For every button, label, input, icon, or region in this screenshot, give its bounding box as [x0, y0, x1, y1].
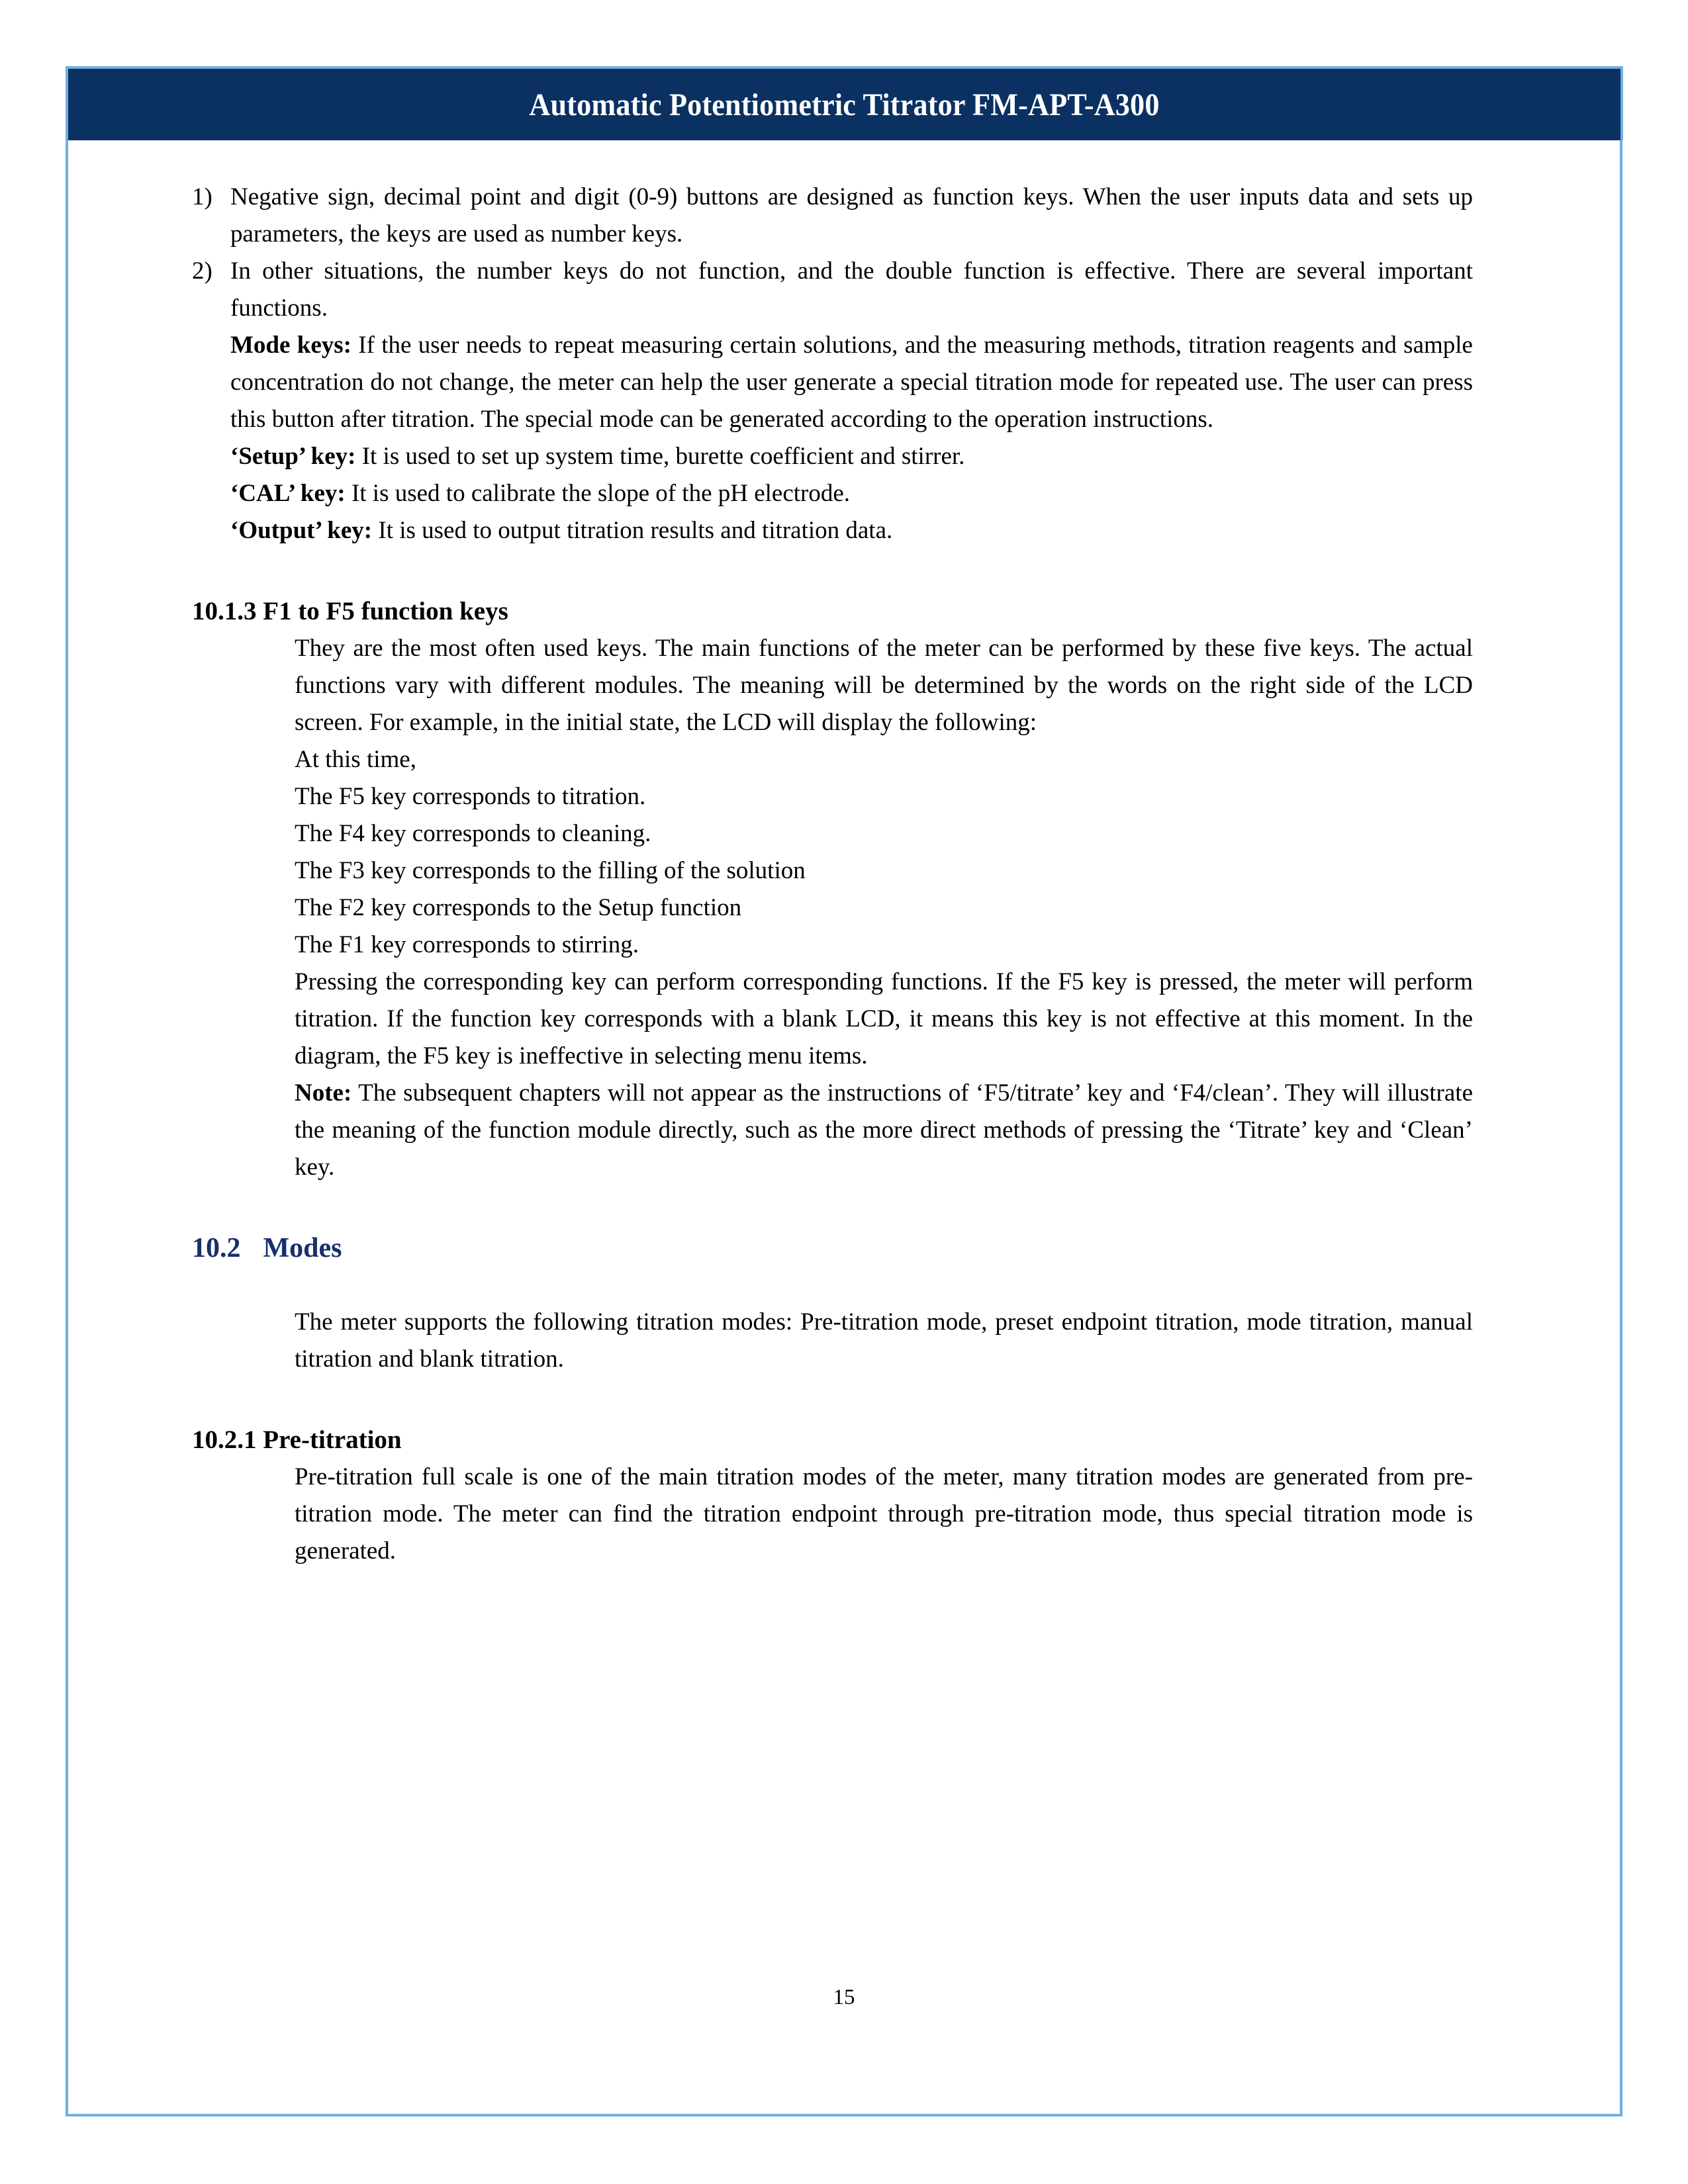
note-label: Note: [295, 1079, 352, 1107]
list-item [192, 179, 1473, 253]
document-header-band [66, 66, 1623, 140]
list-marker-2: 2) [192, 257, 212, 285]
key-description-setup [230, 438, 1473, 475]
heading-10-2-1: 10.2.1 Pre-titration [192, 1426, 402, 1454]
heading-10-2-number: 10.2 [192, 1233, 241, 1263]
spacer [192, 549, 1473, 593]
section-10-1-3-note [295, 1075, 1473, 1186]
spacer [192, 1186, 1473, 1230]
section-10-2-body [295, 1304, 1473, 1378]
f-key-line-f1: The F1 key corresponds to stirring. [295, 931, 639, 958]
f-key-line-f4: The F4 key corresponds to cleaning. [295, 820, 651, 847]
list-item [192, 253, 1473, 549]
key-description-cal [230, 475, 1473, 512]
key-label-setup: ‘Setup’ key: [230, 443, 356, 470]
heading-10-2-title: Modes [263, 1233, 342, 1263]
key-label-cal: ‘CAL’ key: [230, 480, 346, 507]
section-10-1-3-body [295, 630, 1473, 1186]
key-text-setup: It is used to set up system time, burette coefficient and stirrer. [355, 443, 965, 470]
note-text: The subsequent chapters will not appear as the instructions of ‘F5/titrate’ key and ‘F4/clean’. They will illustrate the meaning of the function module directly, such as the more direct methods of pressing the ‘Titrate’ key and ‘Clean’ key. [295, 1079, 1473, 1181]
key-label-mode: Mode keys: [230, 332, 352, 359]
list-item-text-2: In other situations, the number keys do not function, and the double function is effective. There are several important functions. [230, 257, 1473, 322]
section-10-2-paragraph: The meter supports the following titration modes: Pre-titration mode, preset endpoint titration, mode titration, manual titration and blank titration. [295, 1308, 1473, 1373]
f-key-line-f5: The F5 key corresponds to titration. [295, 783, 646, 810]
list-marker-1: 1) [192, 183, 212, 210]
f-key-line-f3: The F3 key corresponds to the filling of the solution [295, 857, 806, 884]
f-key-line-f2: The F2 key corresponds to the Setup function [295, 894, 742, 921]
key-text-output: It is used to output titration results and titration data. [372, 517, 893, 544]
key-text-cal: It is used to calibrate the slope of the pH electrode. [345, 480, 851, 507]
section-10-2-1-paragraph: Pre-titration full scale is one of the main titration modes of the meter, many titration modes are generated from pre-titration mode. The meter can find the titration endpoint through pre-titration mode, thus special titration mode is generated. [295, 1463, 1473, 1565]
spacer [192, 1378, 1473, 1422]
page-number: 15 [833, 1985, 855, 2009]
key-text-mode: If the user needs to repeat measuring certain solutions, and the measuring methods, titration reagents and sample concentration do not change, the meter can help the user generate a special titration mode for repeated use. The user can press this button after titration. The special mode can be generated according to the operation instructions. [230, 332, 1473, 433]
key-description-output [230, 512, 1473, 549]
heading-10-1-3: 10.1.3 F1 to F5 function keys [192, 597, 508, 625]
section-10-1-3-closing: Pressing the corresponding key can perform corresponding functions. If the F5 key is pressed, the meter will perform titration. If the function key corresponds with a blank LCD, it means this key is not effective at this moment. In the diagram, the F5 key is ineffective in selecting menu items. [295, 968, 1473, 1069]
list-item-text-1: Negative sign, decimal point and digit (0-9) buttons are designed as function keys. When the user inputs data and sets up parameters, the keys are used as number keys. [230, 183, 1473, 248]
document-content [192, 179, 1473, 1570]
document-title: Automatic Potentiometric Titrator FM-APT-A300 [529, 87, 1160, 122]
section-10-1-3-at-this-time: At this time, [295, 746, 416, 773]
section-10-2-1-body [295, 1459, 1473, 1570]
spacer [192, 1267, 1473, 1304]
section-10-1-3-intro: They are the most often used keys. The main functions of the meter can be performed by these five keys. The actual functions vary with different modules. The meaning will be determined by the words on the right side of the LCD screen. For example, in the initial state, the LCD will display the following: [295, 635, 1473, 736]
key-label-output: ‘Output’ key: [230, 517, 373, 544]
numbered-list [192, 179, 1473, 549]
key-description-mode [230, 327, 1473, 438]
heading-10-2 [192, 1230, 1473, 1267]
